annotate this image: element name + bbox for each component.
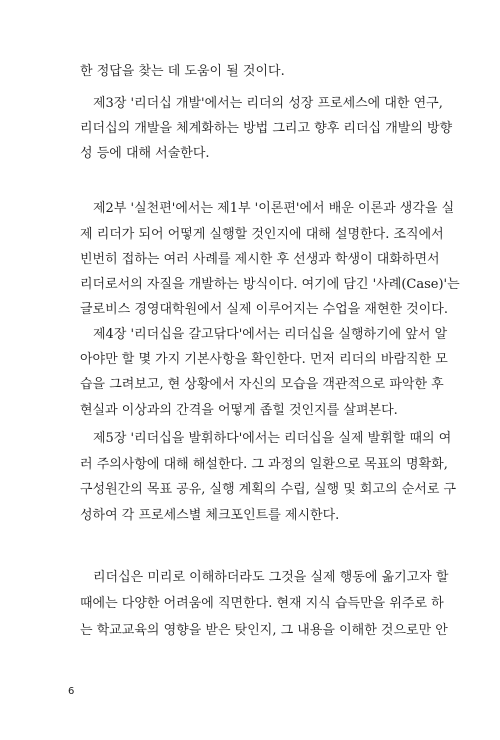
text-line: 제 리더가 되어 어떻게 실행할 것인지에 대해 설명한다. 조직에서 bbox=[80, 227, 444, 242]
text-line: 한 정답을 찾는 데 도움이 될 것이다. bbox=[80, 64, 285, 79]
text-line: 제3장 '리더십 개발'에서는 리더의 성장 프로세스에 대한 연구, bbox=[93, 96, 443, 111]
text-line: 글로비스 경영대학원에서 실제 이루어지는 수업을 재현한 것이다. bbox=[80, 302, 448, 317]
text-line: 아야만 할 몇 가지 기본사항을 확인한다. 먼저 리더의 바람직한 모 bbox=[80, 352, 448, 367]
text-line: 러 주의사항에 대해 해설한다. 그 과정의 일환으로 목표의 명확화, bbox=[80, 457, 448, 472]
text-line: 는 학교교육의 영향을 받은 탓인지, 그 내용을 이해한 것으로만 안 bbox=[80, 623, 448, 638]
text-line: 현실과 이상과의 간격을 어떻게 좁힐 것인지를 살펴본다. bbox=[80, 403, 398, 418]
text-line: 빈번히 접하는 여러 사례를 제시한 후 선생과 학생이 대화하면서 bbox=[80, 252, 440, 267]
text-line: 리더십은 미리로 이해하더라도 그것을 실제 행동에 옮기고자 할 bbox=[93, 570, 449, 585]
text-line: 성하여 각 프로세스별 체크포인트를 제시한다. bbox=[80, 508, 340, 523]
page-number: 6 bbox=[68, 686, 75, 697]
text-line: 때에는 다양한 어려움에 직면한다. 현재 지식 습득만을 위주로 하 bbox=[80, 596, 444, 611]
text-line: 리더로서의 자질을 개발하는 방식이다. 여기에 담긴 '사례(Case)'는 bbox=[80, 277, 460, 292]
text-line: 구성원간의 목표 공유, 실행 계획의 수립, 실행 및 회고의 순서로 구 bbox=[80, 482, 457, 497]
text-line: 제5장 '리더십을 발휘하다'에서는 리더십을 실제 발휘할 때의 여 bbox=[93, 431, 452, 446]
text-line: 제2부 '실천편'에서는 제1부 '이론편'에서 배운 이론과 생각을 실 bbox=[93, 201, 455, 216]
text-line: 제4장 '리더십을 갈고닦다'에서는 리더십을 실행하기에 앞서 알 bbox=[93, 327, 448, 342]
text-line: 성 등에 대해 서술한다. bbox=[80, 146, 210, 161]
text-line: 습을 그려보고, 현 상황에서 자신의 모습을 객관적으로 파악한 후 bbox=[80, 377, 444, 392]
text-line: 리더십의 개발을 체계화하는 방법 그리고 향후 리더십 개발의 방향 bbox=[80, 121, 453, 136]
